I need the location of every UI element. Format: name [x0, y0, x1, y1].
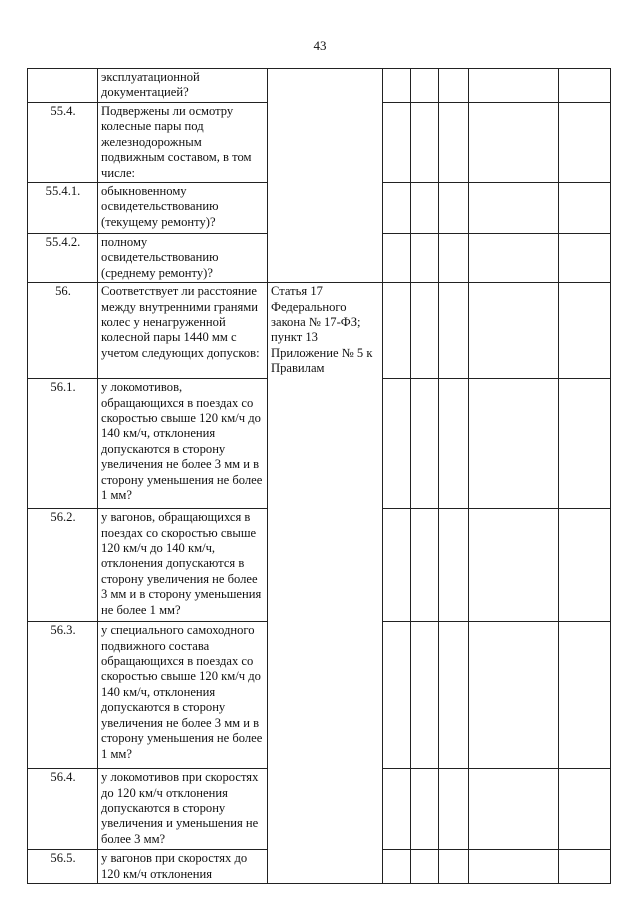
checklist-table	[27, 68, 611, 884]
item-number: 55.4.2.	[28, 234, 98, 283]
answer-na-cell	[439, 183, 469, 234]
question-text: полному освидетельствованию (среднему ремонту)?	[98, 234, 268, 283]
answer-note-cell	[469, 850, 559, 884]
answer-na-cell	[439, 622, 469, 769]
answer-extra-cell	[559, 850, 611, 884]
answer-yes-cell	[383, 234, 411, 283]
item-number	[28, 69, 98, 103]
answer-extra-cell	[559, 509, 611, 622]
answer-extra-cell	[559, 183, 611, 234]
question-text: у вагонов при скоростях до 120 км/ч отклонения	[98, 850, 268, 884]
legal-basis-cell-empty	[268, 69, 383, 283]
answer-na-cell	[439, 103, 469, 183]
answer-yes-cell	[383, 850, 411, 884]
item-number: 55.4.	[28, 103, 98, 183]
item-number: 56.1.	[28, 379, 98, 509]
answer-no-cell	[411, 850, 439, 884]
answer-yes-cell	[383, 769, 411, 850]
answer-note-cell	[469, 769, 559, 850]
answer-note-cell	[469, 234, 559, 283]
answer-note-cell	[469, 509, 559, 622]
answer-na-cell	[439, 769, 469, 850]
answer-extra-cell	[559, 379, 611, 509]
answer-no-cell	[411, 183, 439, 234]
answer-na-cell	[439, 234, 469, 283]
answer-no-cell	[411, 769, 439, 850]
answer-note-cell	[469, 183, 559, 234]
answer-no-cell	[411, 622, 439, 769]
answer-note-cell	[469, 622, 559, 769]
answer-na-cell	[439, 283, 469, 379]
answer-no-cell	[411, 103, 439, 183]
item-number: 56.5.	[28, 850, 98, 884]
answer-na-cell	[439, 69, 469, 103]
table-row	[28, 283, 611, 379]
answer-yes-cell	[383, 103, 411, 183]
page-number: 43	[313, 38, 327, 53]
question-text: эксплуатационной документацией?	[98, 69, 268, 103]
item-number: 56.	[28, 283, 98, 379]
answer-no-cell	[411, 379, 439, 509]
answer-na-cell	[439, 379, 469, 509]
item-number: 55.4.1.	[28, 183, 98, 234]
answer-extra-cell	[559, 69, 611, 103]
answer-note-cell	[469, 379, 559, 509]
answer-extra-cell	[559, 283, 611, 379]
answer-extra-cell	[559, 103, 611, 183]
answer-note-cell	[469, 69, 559, 103]
question-text: Соответствует ли расстояние между внутренними гранями колес у ненагруженной колесной пары 1440 мм с учетом следующих допусков:	[98, 283, 268, 379]
answer-extra-cell	[559, 234, 611, 283]
answer-no-cell	[411, 509, 439, 622]
answer-no-cell	[411, 234, 439, 283]
item-number: 56.2.	[28, 509, 98, 622]
answer-note-cell	[469, 283, 559, 379]
answer-extra-cell	[559, 622, 611, 769]
answer-yes-cell	[383, 69, 411, 103]
answer-yes-cell	[383, 622, 411, 769]
answer-yes-cell	[383, 509, 411, 622]
item-number: 56.4.	[28, 769, 98, 850]
answer-no-cell	[411, 283, 439, 379]
answer-na-cell	[439, 850, 469, 884]
item-number: 56.3.	[28, 622, 98, 769]
answer-extra-cell	[559, 769, 611, 850]
question-text: Подвержены ли осмотру колесные пары под железнодорожным подвижным составом, в том числе:	[98, 103, 268, 183]
answer-yes-cell	[383, 283, 411, 379]
question-text: у локомотивов, обращающихся в поездах со скоростью свыше 120 км/ч до 140 км/ч, отклонения допускаются в сторону увеличения не более 3 мм и в сторону уменьшения не более 1 мм?	[98, 379, 268, 509]
answer-no-cell	[411, 69, 439, 103]
answer-na-cell	[439, 509, 469, 622]
answer-yes-cell	[383, 183, 411, 234]
question-text: у специального самоходного подвижного состава обращающихся в поездах со скоростью свыше 120 км/ч до 140 км/ч, отклонения допускаются в сторону увеличения не более 3 мм и в сторону уменьшения не более 1 мм?	[98, 622, 268, 769]
question-text: у локомотивов при скоростях до 120 км/ч отклонения допускаются в сторону увеличения и уменьшения не более 3 мм?	[98, 769, 268, 850]
table-row	[28, 69, 611, 103]
answer-note-cell	[469, 103, 559, 183]
answer-yes-cell	[383, 379, 411, 509]
question-text: у вагонов, обращающихся в поездах со скоростью свыше 120 км/ч до 140 км/ч, отклонения допускаются в сторону увеличения не более 3 мм и в сторону уменьшения не более 1 мм?	[98, 509, 268, 622]
question-text: обыкновенному освидетельствованию (текущему ремонту)?	[98, 183, 268, 234]
legal-basis-cell: Статья 17 Федерального закона № 17-ФЗ; пункт 13 Приложение № 5 к Правилам	[268, 283, 383, 884]
